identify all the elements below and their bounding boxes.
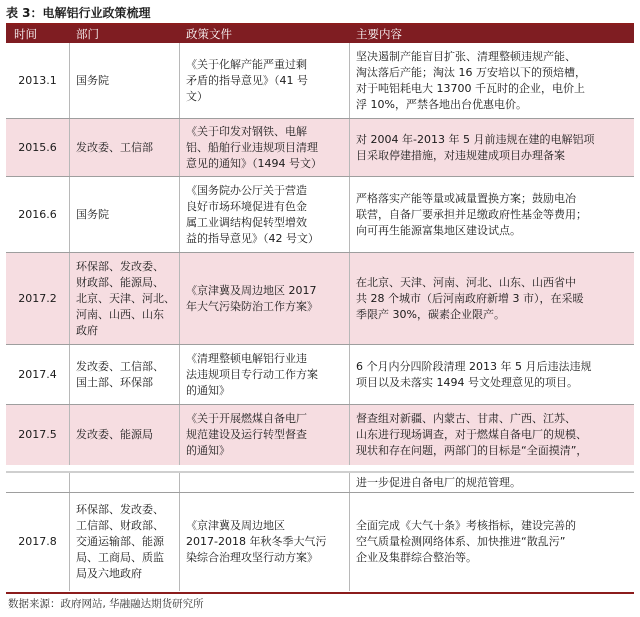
cell-dept	[70, 473, 180, 492]
cell-content: 进一步促进自备电厂的规范管理。	[356, 475, 521, 489]
header-time: 时间	[14, 27, 37, 41]
cell-doc: 《清理整顿电解铝行业违 法违规项目专行动工作方案 的通知》	[180, 345, 350, 404]
table-row	[6, 43, 634, 119]
cell-dept: 发改委、工信部	[70, 119, 180, 176]
table-row-continuation	[6, 473, 634, 493]
cell-content: 对 2004 年-2013 年 5 月前违规在建的电解铝项 目采取停建措施，对违规建成项目办理备案	[356, 132, 595, 162]
header-doc: 政策文件	[186, 27, 232, 41]
cell-content: 6 个月内分四阶段清理 2013 年 5 月后违法违规 项目以及未落实 1494 号文处理意见的项目。	[356, 359, 592, 389]
table-row	[6, 493, 634, 591]
cell-time	[6, 473, 70, 492]
data-source-note: 数据来源：政府网站, 华融融达期货研究所	[8, 598, 204, 610]
table-row	[6, 405, 634, 465]
cell-doc: 《关于化解产能严重过剩 矛盾的指导意见》（41 号 文）	[180, 43, 350, 118]
cell-doc: 《京津冀及周边地区 2017-2018 年秋冬季大气污 染综合治理攻坚行动方案》	[180, 493, 350, 591]
table-row	[6, 253, 634, 345]
cell-content: 全面完成《大气十条》考核指标，建设完善的 空气质量检测网络体系、加快推进“散乱污” 企业及集群综合整治等。	[356, 519, 576, 564]
cell-doc: 《京津冀及周边地区 2017 年大气污染防治工作方案》	[180, 253, 350, 344]
cell-dept: 国务院	[70, 177, 180, 252]
cell-doc: 《关于开展燃煤自备电厂 规范建设及运行转型督查 的通知》	[180, 405, 350, 465]
page-break-gap	[6, 465, 634, 473]
cell-content: 督查组对新疆、内蒙古、甘肃、广西、江苏、 山东进行现场调查，对于燃煤自备电厂的规模、 现状和存在问题，两部门的目标是“全面摸清”，	[356, 412, 588, 457]
cell-time: 2017.8	[6, 493, 70, 591]
table-row	[6, 345, 634, 405]
table-row	[6, 177, 634, 253]
cell-time: 2017.2	[6, 253, 70, 344]
table-title: 表 3：电解铝行业政策梳理	[6, 6, 151, 20]
cell-doc	[180, 473, 350, 492]
cell-dept: 发改委、工信部、 国土部、环保部	[70, 345, 180, 404]
cell-time: 2017.4	[6, 345, 70, 404]
cell-content: 在北京、天津、河南、河北、山东、山西省中 共 28 个城市（后河南政府新增 3 市），在采暖 季限产 30%，碳素企业限产。	[356, 275, 584, 321]
header-content: 主要内容	[356, 27, 402, 41]
cell-dept: 发改委、能源局	[70, 405, 180, 465]
cell-time: 2016.6	[6, 177, 70, 252]
cell-time: 2017.5	[6, 405, 70, 465]
cell-time: 2015.6	[6, 119, 70, 176]
header-dept: 部门	[76, 27, 99, 41]
table-header-row	[6, 25, 634, 43]
cell-content: 坚决遏制产能盲目扩张、清理整顿违规产能、 淘汰落后产能；淘汰 16 万安培以下的预焙槽， 对于吨铝耗电大 13700 千瓦时的企业，电价上 浮 10%，严禁各地出台优惠电价。	[356, 49, 586, 111]
cell-time: 2013.1	[6, 43, 70, 118]
cell-doc: 《国务院办公厅关于营造 良好市场环境促进有色金 属工业调结构促转型增效 益的指导意见》（42 号文）	[180, 177, 350, 252]
table-row	[6, 119, 634, 177]
cell-content: 严格落实产能等量或减量置换方案；鼓励电冶 联营，自备厂要承担并足缴政府性基金等费用； 向可再生能源富集地区建设试点。	[356, 191, 587, 237]
bottom-rule	[6, 592, 634, 594]
cell-doc: 《关于印发对钢铁、电解 铝、船舶行业违规项目清理 意见的通知》（1494 号文）	[180, 119, 350, 176]
cell-dept: 环保部、发改委、 财政部、能源局、 北京、天津、河北、 河南、山西、山东 政府	[70, 253, 180, 344]
cell-dept: 环保部、发改委、 工信部、财政部、 交通运输部、能源 局、工商局、质监 局及六地政府	[70, 493, 180, 591]
cell-dept: 国务院	[70, 43, 180, 118]
